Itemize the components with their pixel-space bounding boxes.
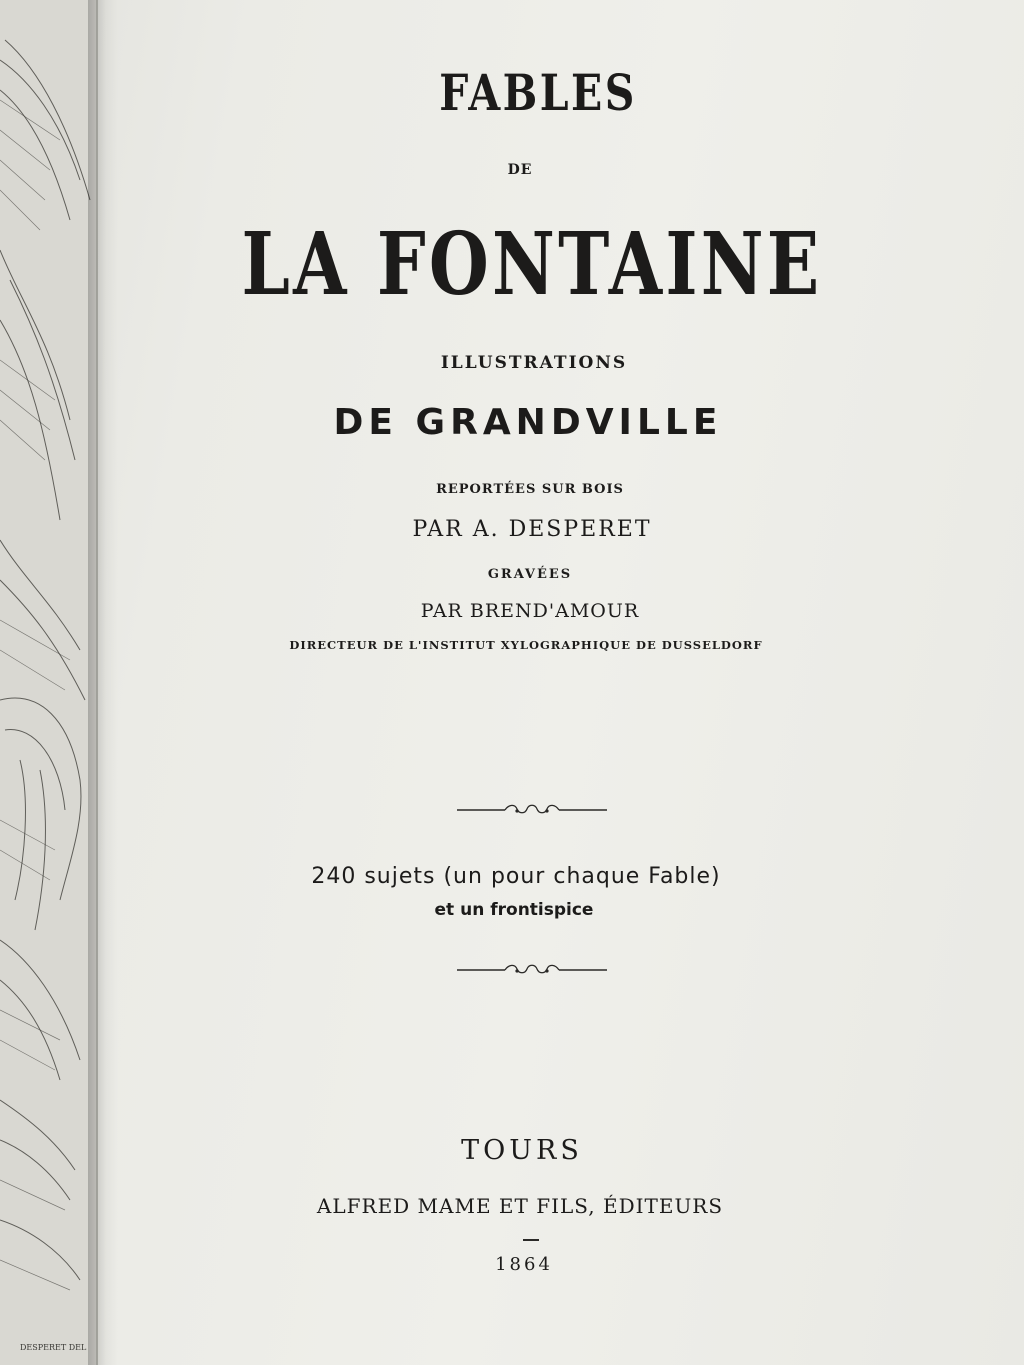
subjects-line: 240 sujets (un pour chaque Fable) xyxy=(311,864,721,889)
publisher-line: ALFRED MAME ET FILS, ÉDITEURS xyxy=(316,1194,724,1218)
engraver-line: PAR BREND'AMOUR xyxy=(420,600,640,622)
ornament-divider-bottom xyxy=(457,962,607,978)
city-line: TOURS xyxy=(461,1135,583,1166)
title-de: DE xyxy=(507,162,533,178)
frontispiece-line: et un frontispice xyxy=(434,900,594,920)
title-la-fontaine: LA FONTAINE xyxy=(241,214,823,315)
gravees-line: GRAVÉES xyxy=(487,567,573,582)
desperet-line: PAR A. DESPERET xyxy=(412,517,652,542)
director-line: DIRECTEUR DE L'INSTITUT XYLOGRAPHIQUE DE DUSSELDORF xyxy=(289,638,763,652)
illustrations-label: ILLUSTRATIONS xyxy=(440,353,628,373)
ornament-divider-top xyxy=(457,802,607,818)
illustrator-name: DE GRANDVILLE xyxy=(333,402,723,443)
frontispiece-caption: DESPERET DEL xyxy=(20,1343,87,1352)
title-fables: FABLES xyxy=(439,63,637,122)
year-line: 1864 xyxy=(495,1254,553,1275)
reportees-line: REPORTÉES SUR BOIS xyxy=(436,482,624,497)
year-dash xyxy=(523,1239,539,1241)
